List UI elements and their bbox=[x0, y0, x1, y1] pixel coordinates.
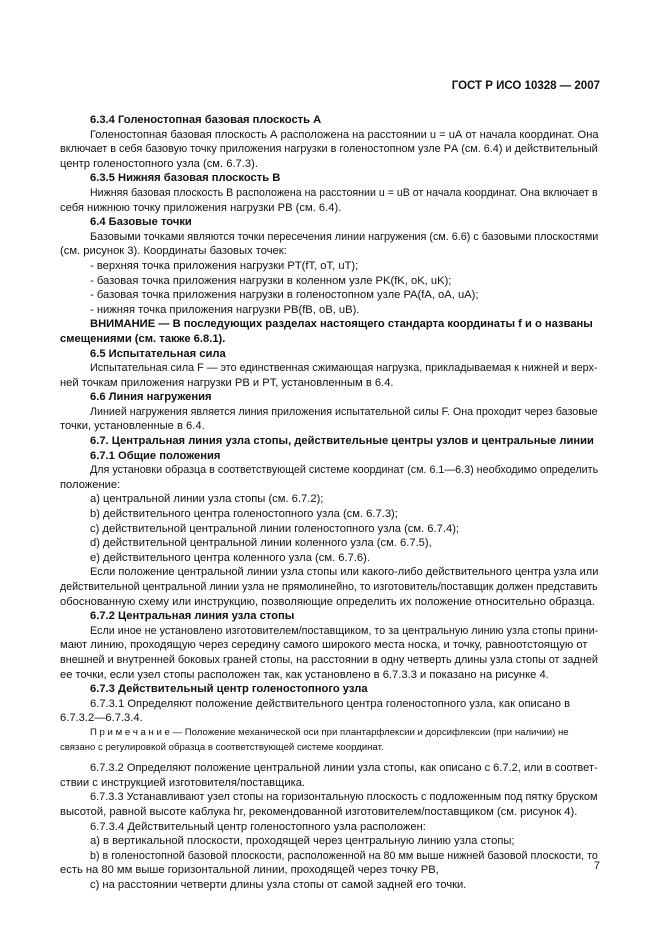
text-line: 6.7.3.3 Устанавливают узел стопы на горизонтальную плоскость с подложенным под пятку бруском bbox=[90, 791, 598, 804]
section-heading-line: 6.7.3 Действительный центр голеностопного узла bbox=[90, 683, 368, 696]
text-line: обоснованную схему или инструкцию, позволяющие определить их положение относительно образца. bbox=[60, 595, 595, 608]
text-line: мают линию, проходящую через середину самого широкого места носка, и точку, равноотстоящую от bbox=[60, 639, 588, 652]
text-line: высотой, равной высоте каблука hr, рекомендованной изготовителем/поставщиком (см. рисунок 4). bbox=[60, 805, 578, 818]
text-line: b) в голеностопной базовой плоскости, расположенной на 80 мм выше нижней базовой плоскости, то bbox=[90, 849, 598, 862]
section-heading-line: 6.7.1 Общие положения bbox=[90, 449, 221, 462]
text-line: есть на 80 мм выше горизонтальной линии, проходящей через точку PВ, bbox=[60, 864, 439, 877]
section-heading-line: 6.4 Базовые точки bbox=[90, 216, 192, 229]
text-line: - базовая точка приложения нагрузки в коленном узле PK(fK, oK, uK); bbox=[90, 274, 452, 287]
note-line: П р и м е ч а н и е — Положение механической оси при плантарфлексии и дорсифлексии (при наличии) не bbox=[90, 726, 569, 738]
section-heading-line: 6.7.2 Центральная линия узла стопы bbox=[90, 610, 295, 623]
section-heading-line: ВНИМАНИЕ — В последующих разделах настоящего стандарта координаты f и o названы bbox=[90, 318, 593, 331]
note-line: связано с регулировкой образца в соответствующей системе координат. bbox=[60, 741, 384, 753]
text-line: a) в вертикальной плоскости, проходящей через центральную линию узла стопы; bbox=[90, 835, 515, 848]
section-heading-line: 6.3.4 Голеностопная базовая плоскость А bbox=[90, 114, 322, 126]
text-line: Линией нагружения является линия приложения испытательной силы F. Она проходит через базовые bbox=[90, 405, 598, 418]
section-heading-line: смещениями (см. также 6.8.1). bbox=[60, 332, 226, 345]
text-line: a) центральной линии узла стопы (см. 6.7.2); bbox=[90, 493, 324, 506]
text-line: 6.7.3.1 Определяют положение действительного центра голеностопного узла, как описано в bbox=[90, 697, 571, 710]
text-line: ствии с инструкцией изготовителя/поставщика. bbox=[60, 776, 306, 789]
text-line: действительной центральной линии узла не прямолинейно, то изготовитель/поставщик должен представить bbox=[60, 581, 598, 593]
text-line: - нижняя точка приложения нагрузки PB(fB, oB, uB). bbox=[90, 303, 360, 316]
text-line: 6.7.3.4 Действительный центр голеностопного узла расположен: bbox=[90, 820, 426, 833]
text-line: - верхняя точка приложения нагрузки PT(fT, oT, uT); bbox=[90, 259, 359, 272]
text-line: c) на расстоянии четверти длины узла стопы от самой задней его точки. bbox=[90, 878, 467, 891]
text-line: центр голеностопного узла (см. 6.7.3). bbox=[60, 157, 258, 170]
text-line: внешней и внутренней боковых граней стопы, на расстоянии в одну четверть длины узла стопы от задней bbox=[60, 653, 598, 666]
text-line: 6.7.3.2 Определяют положение центральной линии узла стопы, как описано с 6.7.2, или в соответ- bbox=[90, 762, 598, 775]
text-line: Если положение центральной линии узла стопы или какого-либо действительного центра узла или bbox=[90, 566, 599, 579]
text-line: c) действительной центральной линии голеностопного узла (см. 6.7.4); bbox=[90, 522, 460, 535]
text-line: 6.7.3.2—6.7.3.4. bbox=[60, 712, 143, 725]
section-heading-line: 6.5 Испытательная сила bbox=[90, 347, 226, 360]
section-heading-line: 6.6 Линия нагружения bbox=[90, 391, 212, 404]
section-heading-line: 6.7. Центральная линия узла стопы, действительные центры узлов и центральные линии bbox=[90, 435, 594, 448]
section-heading-line: 6.3.5 Нижняя базовая плоскость В bbox=[90, 172, 281, 185]
text-line: (см. рисунок 3). Координаты базовых точек: bbox=[60, 245, 287, 258]
text-line: Нижняя базовая плоскость В расположена на расстоянии u = uВ от начала координат. Она включает в bbox=[90, 186, 598, 199]
text-line: Базовыми точками являются точки пересечения линии нагружения (см. 6.6) с базовыми плоскостями bbox=[90, 230, 599, 243]
text-line: положение: bbox=[60, 478, 121, 491]
text-line: ней точкам приложения нагрузки PВ и PТ, установленным в 6.4. bbox=[60, 376, 394, 389]
text-line: Испытательная сила F — это единственная сжимающая нагрузка, прикладываемая к нижней и верх- bbox=[90, 362, 598, 375]
text-line: Если иное не установлено изготовителем/поставщиком, то за центральную линию узла стопы прини- bbox=[90, 624, 599, 637]
document-header: ГОСТ Р ИСО 10328 — 2007 bbox=[451, 80, 600, 92]
text-line: b) действительного центра голеностопного узла (см. 6.7.3); bbox=[90, 508, 398, 521]
text-line: точки, установленные в 6.4. bbox=[60, 420, 205, 433]
text-line: Для установки образца в соответствующей системе координат (см. 6.1—6.3) необходимо определить bbox=[90, 464, 599, 477]
document-body bbox=[60, 113, 599, 892]
text-line: d) действительной центральной линии коленного узла (см. 6.7.5), bbox=[90, 537, 432, 550]
text-line: ее точки, если узел стопы расположен так, как установлено в 6.7.3.3 и показано на рисунке 4. bbox=[60, 668, 549, 681]
page-number: 7 bbox=[593, 860, 600, 872]
text-line: себя нижнюю точку приложения нагрузки PВ (см. 6.4). bbox=[60, 201, 342, 214]
text-line: включает в себя базовую точку приложения нагрузки в голеностопном узле PА (см. 6.4) и действительный bbox=[60, 143, 598, 156]
text-line: - базовая точка приложения нагрузки в голеностопном узле PA(fA, oA, uA); bbox=[90, 289, 479, 302]
text-line: Голеностопная базовая плоскость А расположена на расстоянии u = uА от начала координат. Она bbox=[90, 128, 599, 141]
text-line: e) действительного центра коленного узла (см. 6.7.6). bbox=[90, 551, 370, 564]
